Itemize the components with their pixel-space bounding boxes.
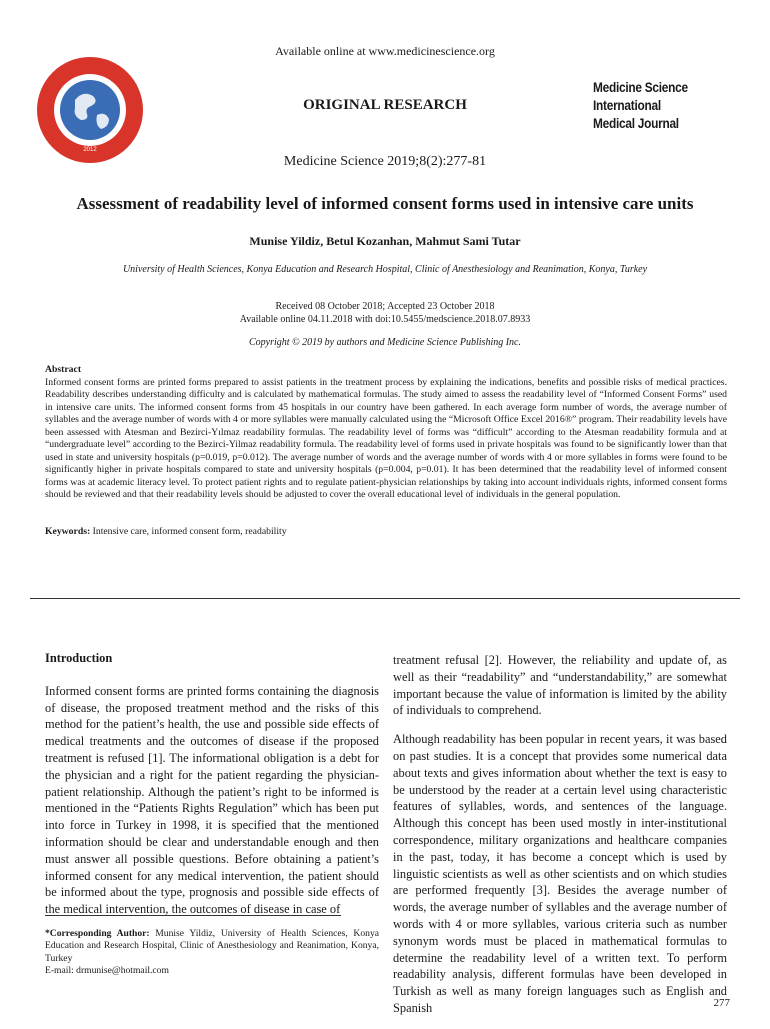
abstract-text: Informed consent forms are printed forms prepared to assist patients in the treatment process by explaining the indications, benefits and possible risks of medical practices. Readability describes understanding difficulty and is calculated by mathematical formulas. The study aimed to assess the readability level of “Informed Consent Forms” used in intensive care units. The informed consent forms from 45 hospitals in our country have been gathered. In each average form number of words, the average number of syllables and the average number of words with 4 or more syllables were manually calculated using the “Microsoft Office Excel 2016®” program. Their readability levels have been assessed with Atesman and Bezirci-Yılmaz readability formulas. The readability level of forms was “difficult” according to the Atesman readability formula and at “undergraduate level” according to the Bezirci-Yilmaz readability formula. The readability level of forms used in private hospitals was found to be significantly lower than that used in state and university hospitals (p=0.019, p=0.012). The average number of words and the average number of words with 4 or more syllables in forms were found to be significantly higher in private hospitals compared to state and university hospitals (p=0.004, p=0.01). It has been determined that the readability level of informed consent forms was at academic literacy level. To protect patient rights and to regulate patient-physician relationships by taking into account individuals rights, informed consent forms should be reviewed and that their readability levels should be adjusted to cover the overall educational level of individuals in the general population. <box>45 376 727 500</box>
footnote-text: Munise Yildiz, University of Health Sciences, Konya Education and Research Hospital, Clinic of Anesthesiology and Reanimation, Konya, Turkey <box>45 928 380 964</box>
introduction-heading: Introduction <box>45 651 113 665</box>
journal-name-line: International <box>593 98 661 113</box>
section-divider <box>30 598 740 599</box>
journal-logo-icon <box>35 55 145 165</box>
footnote-email: E-mail: drmunise@hotmail.com <box>45 965 169 977</box>
right-column <box>393 652 727 1029</box>
journal-name-line: Medical Journal <box>593 116 679 131</box>
citation: Medicine Science 2019;8(2):277-81 <box>283 154 487 169</box>
affiliation: University of Health Sciences, Konya Education and Research Hospital, Clinic of Anesthesiology and Reanimation, Konya, Turkey <box>122 264 648 275</box>
page-number: 277 <box>713 997 730 1009</box>
abstract-heading: Abstract <box>45 364 82 375</box>
logo-year: 2012 <box>83 147 97 153</box>
received-date: Received 08 October 2018; Accepted 23 October 2018 <box>275 301 495 312</box>
available-online-date: Available online 04.11.2018 with doi:10.5455/medscience.2018.07.8933 <box>239 314 531 325</box>
article-title: Assessment of readability level of informed consent forms used in intensive care units <box>76 194 694 213</box>
keywords-label: Keywords: <box>45 526 91 537</box>
authors: Munise Yildiz, Betul Kozanhan, Mahmut Sami Tutar <box>249 234 521 248</box>
journal-name-line: Medicine Science <box>593 80 688 95</box>
footnote-divider <box>45 915 341 916</box>
keywords <box>45 526 727 537</box>
keywords-list: Intensive care, informed consent form, readability <box>90 526 287 537</box>
abstract <box>45 364 727 502</box>
journal-name <box>593 79 734 133</box>
footnote-label: *Corresponding Author: <box>45 928 150 939</box>
paragraph: treatment refusal [2]. However, the reliability and update of, as well as their “readability” and “understandability,” are somewhat important because the value of information is limited by the ability of individuals to comprehend. <box>393 653 727 718</box>
section-label: ORIGINAL RESEARCH <box>303 97 467 113</box>
corresponding-author-footnote <box>45 928 379 978</box>
publication-dates <box>0 300 770 326</box>
left-column <box>45 650 379 930</box>
copyright: Copyright © 2019 by authors and Medicine Science Publishing Inc. <box>249 337 521 348</box>
paragraph: Informed consent forms are printed forms containing the diagnosis of disease, the proposed treatment method and the risks of this method for the patient’s health, the use and possible side effects of medical treatments and the outcomes of disease if the proposed treatment is refused [1]. The informational obligation is a debt for the physician and a right for the patient regarding the physician-patient relationship. Although the patient’s right to be informed is mentioned in the “Patients Rights Regulation” which has been put into force in Turkey in 1998, it is specified that the mentioned information should be clear and understandable enough and then must answer all possible questions. Before obtaining a patient’s informed consent for any medical intervention, the patient should be informed about the type, prognosis and possible side effects of the medical intervention, the outcomes of disease in case of <box>45 683 379 917</box>
available-online-note: Available online at www.medicinescience.org <box>275 44 495 58</box>
paragraph: Although readability has been popular in recent years, it was based on past studies. It is a concept that provides some numerical data about texts and gives information about whether the text is easy to be understood by the reader at a certain level using characteristic features of syllables, words, and sentences of the language. Although this concept has been used mostly in inter-institutional correspondence, military organizations and healthcare companies in the past, today, it has become a concept which is used by linguistic scientists as well as other scientists and on which studies are performed frequently [3]. Besides the average number of words, the average number of syllables and the average number of words with 4 or more syllables, various criteria such as number synonym words must be placed in mathematical formulas to determine the readability level of a written text. To perform readability analysis, different formulas have been developed in Turkish as well as many foreign languages such as English and Spanish <box>393 732 727 1015</box>
